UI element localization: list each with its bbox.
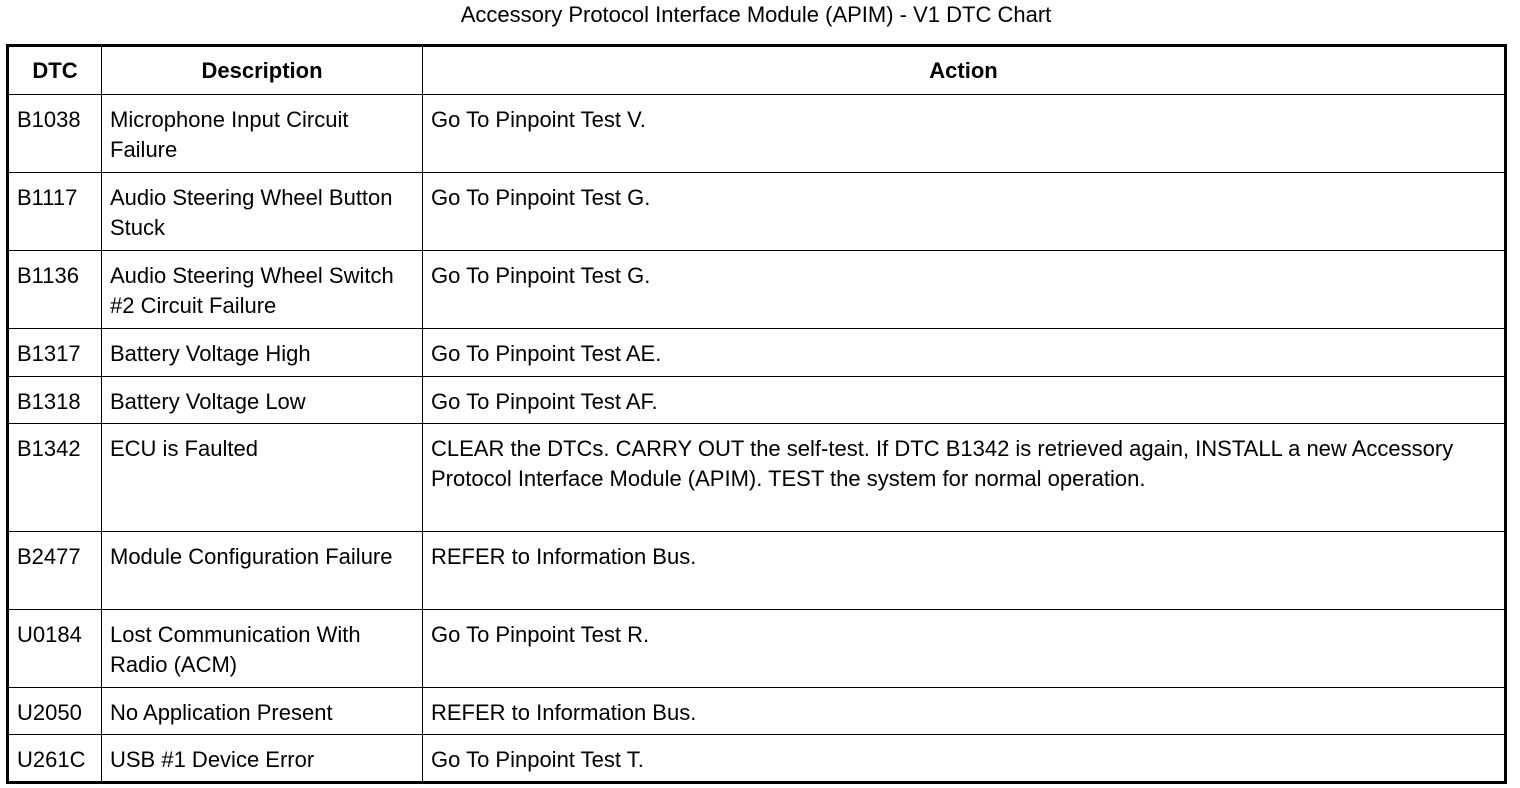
table-row	[8, 424, 1506, 532]
description-cell: No Application Present	[102, 688, 423, 735]
description-cell: USB #1 Device Error	[102, 735, 423, 783]
dtc-code-cell: B1117	[8, 173, 102, 251]
dtc-code-cell: B1136	[8, 251, 102, 329]
description-cell: Battery Voltage Low	[102, 377, 423, 424]
action-cell: Go To Pinpoint Test G.	[423, 173, 1506, 251]
description-cell: Audio Steering Wheel Button Stuck	[102, 173, 423, 251]
action-cell: Go To Pinpoint Test T.	[423, 735, 1506, 783]
action-cell: Go To Pinpoint Test AF.	[423, 377, 1506, 424]
dtc-code-cell: B1038	[8, 95, 102, 173]
table-row	[8, 251, 1506, 329]
action-cell: REFER to Information Bus.	[423, 532, 1506, 610]
dtc-table	[6, 44, 1507, 784]
header-dtc: DTC	[8, 46, 102, 95]
dtc-code-cell: U261C	[8, 735, 102, 783]
description-cell: Battery Voltage High	[102, 329, 423, 377]
description-cell: ECU is Faulted	[102, 424, 423, 532]
dtc-code-cell: B2477	[8, 532, 102, 610]
dtc-code-cell: U0184	[8, 610, 102, 688]
table-row	[8, 532, 1506, 610]
action-cell: Go To Pinpoint Test AE.	[423, 329, 1506, 377]
action-cell: Go To Pinpoint Test G.	[423, 251, 1506, 329]
action-cell: Go To Pinpoint Test V.	[423, 95, 1506, 173]
dtc-code-cell: B1342	[8, 424, 102, 532]
table-row	[8, 329, 1506, 377]
dtc-code-cell: U2050	[8, 688, 102, 735]
table-row	[8, 173, 1506, 251]
description-cell: Audio Steering Wheel Switch #2 Circuit Failure	[102, 251, 423, 329]
table-row	[8, 688, 1506, 735]
dtc-code-cell: B1317	[8, 329, 102, 377]
description-cell: Microphone Input Circuit Failure	[102, 95, 423, 173]
table-row	[8, 610, 1506, 688]
dtc-code-cell: B1318	[8, 377, 102, 424]
page-title: Accessory Protocol Interface Module (APIM) - V1 DTC Chart	[460, 2, 1052, 27]
action-cell: CLEAR the DTCs. CARRY OUT the self-test. If DTC B1342 is retrieved again, INSTALL a new Accessory Protocol Interface Module (APIM). TEST the system for normal operation.	[423, 424, 1506, 532]
table-row	[8, 735, 1506, 783]
table-header-row	[8, 46, 1506, 95]
header-action: Action	[423, 46, 1506, 95]
header-description: Description	[102, 46, 423, 95]
description-cell: Lost Communication With Radio (ACM)	[102, 610, 423, 688]
table-row	[8, 377, 1506, 424]
action-cell: Go To Pinpoint Test R.	[423, 610, 1506, 688]
description-cell: Module Configuration Failure	[102, 532, 423, 610]
action-cell: REFER to Information Bus.	[423, 688, 1506, 735]
table-row	[8, 95, 1506, 173]
